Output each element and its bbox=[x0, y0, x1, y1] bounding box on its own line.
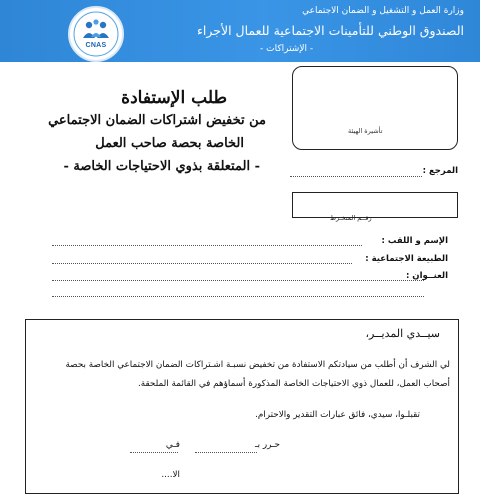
made-at-label: حـرر بـ bbox=[255, 440, 280, 450]
address-field-line2[interactable] bbox=[52, 296, 424, 297]
address-field[interactable] bbox=[52, 280, 424, 281]
logo-emblem-icon bbox=[70, 8, 122, 60]
header-banner bbox=[0, 0, 480, 62]
address-label: العنــوان : bbox=[405, 271, 448, 281]
name-label: الإسم و اللقب : bbox=[381, 236, 448, 246]
member-number-caption: رقــم المنخـرط bbox=[330, 214, 372, 222]
stamp-box bbox=[292, 66, 458, 150]
fund-name: الصندوق الوطني للتأمينات الاجتماعية للعمال الأجراء bbox=[196, 23, 464, 38]
request-letter-box bbox=[25, 319, 459, 494]
cnas-logo bbox=[68, 6, 124, 62]
social-nature-label: الطبيعة الاجتماعية : bbox=[365, 254, 448, 264]
form-subtitle-3: - المتعلقة بذوي الاحتياجات الخاصة - bbox=[63, 159, 260, 174]
date-field[interactable] bbox=[130, 452, 178, 453]
letter-paragraph-line-2: أصحاب العمل، للعمال ذوي الاحتياجات الخاصة المذكورة أسماؤهم في القائمة الملحقة. bbox=[137, 379, 450, 389]
date-on-label: فـي bbox=[165, 440, 180, 450]
member-number-box[interactable] bbox=[292, 192, 458, 218]
letter-closing: تقبلـوا، سيدي، فائق عبارات التقدير والاحترام. bbox=[255, 410, 420, 420]
form-subtitle-2: الخاصة بحصة صاحب العمل bbox=[95, 136, 244, 151]
name-field[interactable] bbox=[52, 245, 362, 246]
ministry-name: وزارة العمل و التشغيل و الضمان الاجتماعي bbox=[302, 6, 464, 16]
department-name: - الإشتراكات - bbox=[260, 44, 314, 54]
reference-label: المرجع : bbox=[422, 166, 458, 176]
stamp-label: تأشيرة الهيئة bbox=[348, 127, 383, 135]
form-title: طلب الإستفادة bbox=[121, 88, 227, 108]
letter-paragraph-line-1: لي الشرف أن أطلب من سيادتكم الاستفادة من تخفيض نسبـة اشـتراكات الضمان الاجتماعي الخاصة بحصة bbox=[65, 360, 450, 370]
logo-text: CNAS bbox=[85, 42, 107, 49]
reference-dotted-line[interactable] bbox=[290, 176, 422, 177]
letter-salutation: سيــدي المديــر، bbox=[365, 327, 440, 340]
made-at-field[interactable] bbox=[195, 452, 257, 453]
form-subtitle-1: من تخفيض اشتراكات الضمان الاجتماعي bbox=[48, 113, 266, 128]
social-nature-field[interactable] bbox=[52, 263, 352, 264]
signature-label: الا.... bbox=[161, 470, 180, 480]
